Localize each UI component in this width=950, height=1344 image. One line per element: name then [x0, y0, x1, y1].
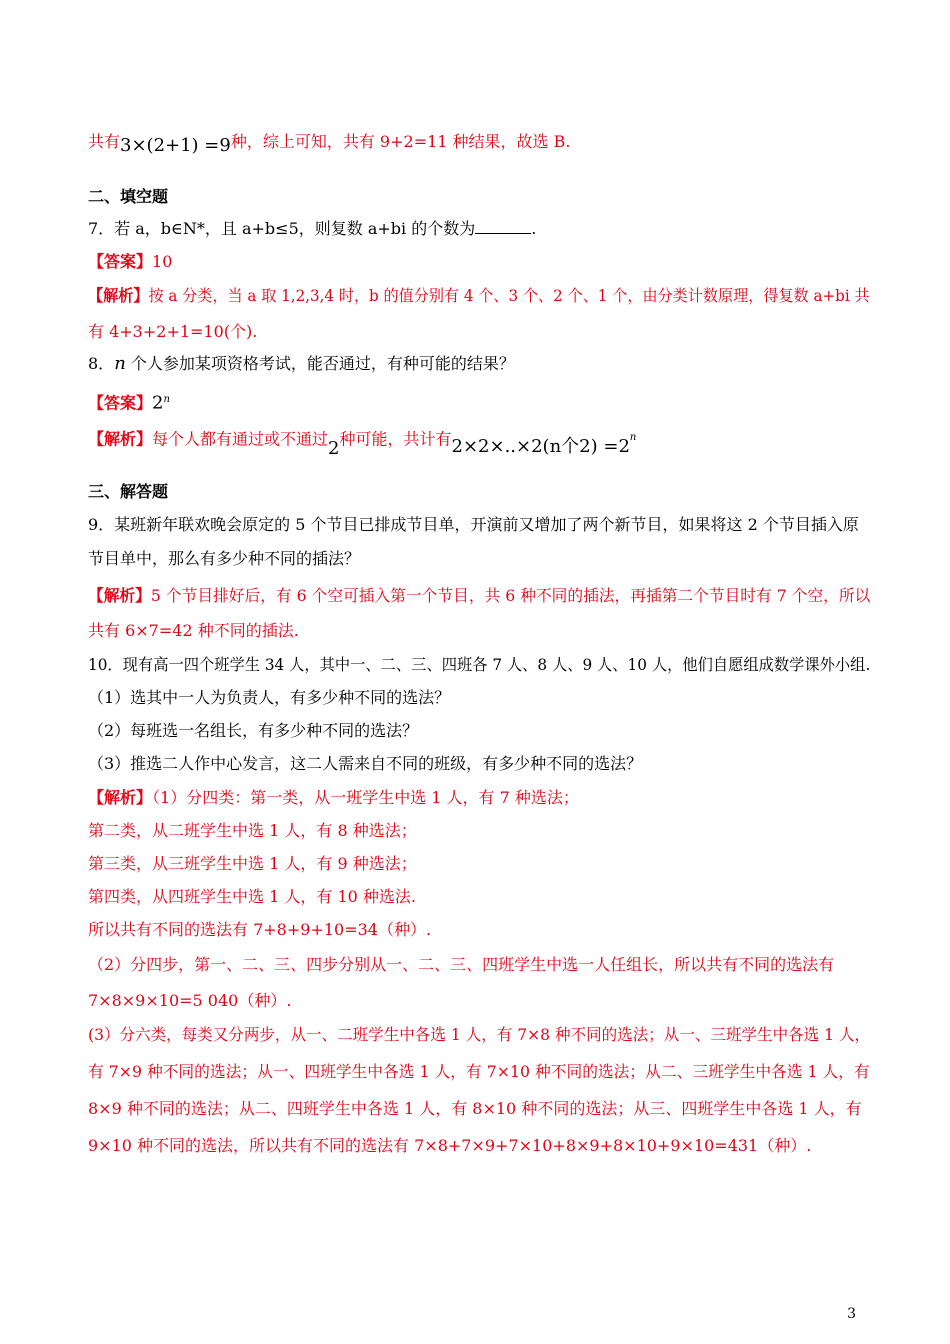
q10-analysis-line-7: 7×8×9×10=5 040（种）. — [88, 991, 292, 1010]
q7-answer — [88, 252, 172, 272]
q10-analysis-line-9: 有 7×9 种不同的选法；从一、四班学生中各选 1 人，有 7×10 种不同的选法；从二、三班学生中各选 1 人，有 — [88, 1062, 870, 1081]
question-text: 7．若 a，b∈N*，且 a+b≤5，则复数 a+bi 的个数为 — [88, 219, 476, 238]
analysis-tag: 【解析】 — [88, 586, 151, 605]
analysis-tag: 【解析】 — [88, 788, 153, 807]
section-heading-answer: 三、解答题 — [88, 482, 169, 501]
question-8 — [88, 354, 515, 374]
question-end: . — [531, 219, 537, 238]
product-formula: 2×2×..×2(n个2) =2 — [451, 436, 630, 458]
q10-analysis-line-8: (3）分六类，每类又分两步，从一、二班学生中各选 1 人，有 7×8 种不同的选法；从一、三班学生中各选 1 人， — [88, 1025, 871, 1044]
page-number: 3 — [847, 1306, 856, 1322]
answer-blank — [475, 219, 531, 234]
question-number: 8． — [88, 354, 115, 373]
question-10-part-3: （3）推选二人作中心发言，这二人需来自不同的班级，有多少种不同的选法？ — [88, 754, 643, 773]
answer-value: 10 — [152, 252, 173, 271]
question-9-line-2: 节目单中，那么有多少种不同的插法？ — [88, 549, 361, 568]
q7-analysis-line-1 — [88, 286, 870, 306]
q10-analysis-line-6: （2）分四步，第一、二、三、四步分别从一、二、三、四班学生中选一人任组长，所以共有不同的选法有 — [88, 955, 835, 974]
analysis-tag: 【解析】 — [88, 429, 153, 449]
q10-analysis-line-10: 8×9 种不同的选法；从二、四班学生中各选 1 人，有 8×10 种不同的选法；从三、四班学生中各选 1 人，有 — [88, 1099, 862, 1118]
answer-exponent: n — [163, 394, 170, 405]
answer-tag: 【答案】 — [88, 393, 153, 413]
analysis-tag: 【解析】 — [88, 286, 149, 305]
analysis-mid-text: 种可能，共计有 — [339, 429, 452, 449]
q10-analysis-line-5: 所以共有不同的选法有 7+8+9+10=34（种）. — [88, 920, 432, 939]
formula: 3×(2+1) =9 — [120, 135, 231, 156]
section-heading-fill-blank: 二、填空题 — [88, 187, 169, 206]
answer-tag: 【答案】 — [88, 252, 153, 271]
analysis-text: 每个人都有通过或不通过 — [152, 429, 329, 449]
question-10-intro: 10．现有高一四个班学生 34 人，其中一、二、三、四班各 7 人、8 人、9 人、10 人，他们自愿组成数学课外小组. — [88, 655, 871, 674]
question-text: 个人参加某项资格考试，能否通过，有种可能的结果？ — [125, 354, 515, 373]
analysis-text: （1）分四类：第一类，从一班学生中选 1 人，有 7 种选法； — [152, 788, 579, 807]
prefix-text: 共有 — [88, 132, 121, 151]
q10-analysis-line-4: 第四类，从四班学生中选 1 人，有 10 种选法. — [88, 887, 416, 906]
q8-analysis — [88, 426, 637, 460]
q9-analysis-line-2: 共有 6×7=42 种不同的插法. — [88, 621, 299, 640]
q10-analysis-line-2: 第二类，从二班学生中选 1 人，有 8 种选法； — [88, 821, 417, 840]
question-7 — [88, 219, 536, 239]
q8-answer — [88, 390, 170, 413]
formula-two: 2 — [328, 438, 340, 460]
question-10-part-1: （1）选其中一人为负责人，有多少种不同的选法？ — [88, 688, 451, 707]
q10-analysis-line-3: 第三类，从三班学生中选 1 人，有 9 种选法； — [88, 854, 417, 873]
question-9-line-1: 9．某班新年联欢晚会原定的 5 个节目已排成节目单，开演前又增加了两个新节目，如果将这 2 个节目插入原 — [88, 515, 859, 534]
q10-analysis-line-11: 9×10 种不同的选法，所以共有不同的选法有 7×8+7×9+7×10+8×9+8×10+9×10=431（种）. — [88, 1136, 812, 1155]
analysis-text: 按 a 分类，当 a 取 1,2,3,4 时，b 的值分别有 4 个、3 个、2 个、1 个，由分类计数原理，得复数 a+bi 共 — [148, 286, 870, 305]
question-10-part-2: （2）每班选一名组长，有多少种不同的选法？ — [88, 721, 419, 740]
result-summary-line — [88, 132, 571, 156]
q9-analysis-line-1 — [88, 586, 870, 606]
q7-analysis-line-2: 有 4+3+2+1=10(个). — [88, 322, 258, 341]
suffix-text: 种，综上可知，共有 9+2=11 种结果，故选 B. — [230, 132, 571, 151]
q10-analysis-line-1 — [88, 788, 579, 808]
analysis-text: 5 个节目排好后，有 6 个空可插入第一个节目，共 6 种不同的插法，再插第二个节目时有 7 个空，所以 — [150, 586, 871, 605]
answer-base: 2 — [152, 392, 164, 414]
variable-n: n — [114, 353, 126, 374]
formula-exponent: n — [629, 432, 637, 443]
